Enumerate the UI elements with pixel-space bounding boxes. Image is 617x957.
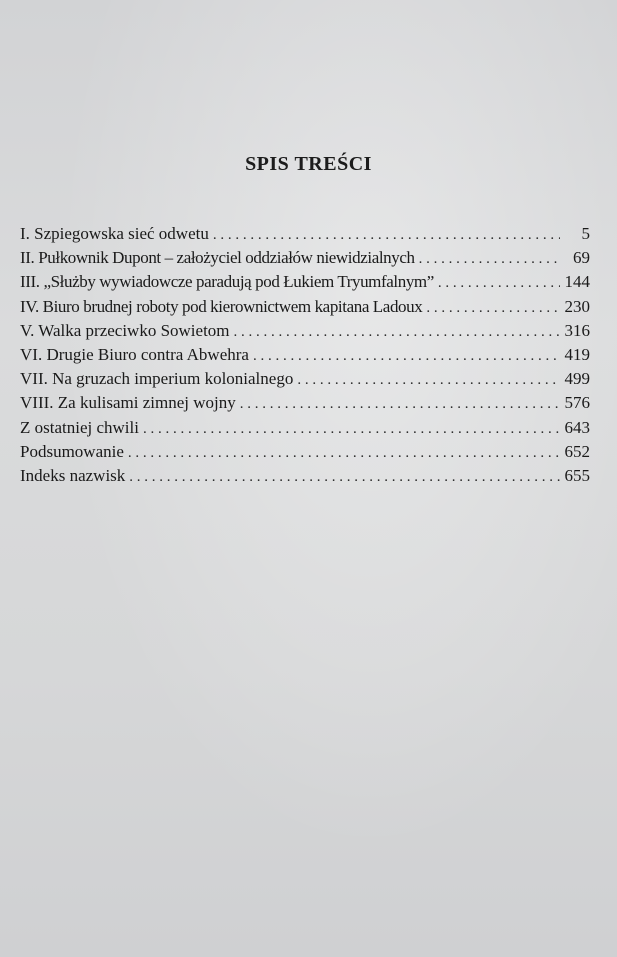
toc-entry [20,295,590,319]
toc-entry-page: 144 [564,272,590,292]
toc-dot-leader [253,344,560,368]
page-title: SPIS TREŚCI [245,153,372,175]
toc-entry-title: I. Szpiegowska sieć odwetu [20,224,209,243]
toc-entry [20,416,590,440]
toc-entry-page: 655 [564,465,590,485]
toc-entry-page: 69 [573,248,590,268]
toc-entry [20,343,590,367]
toc-entry-page: 5 [581,224,590,243]
toc-dot-leader [143,417,560,441]
toc-dot-leader [438,271,560,295]
toc-entry-page: 576 [564,393,590,413]
toc-entry-page: 499 [564,369,590,389]
toc-dot-leader [128,441,560,465]
toc-dot-leader [419,247,560,271]
toc-entry [20,367,590,391]
table-of-contents [20,222,590,488]
toc-entry-title: II. Pułkownik Dupont – założyciel oddziałów niewidzialnych [20,248,415,268]
toc-entry-title: VI. Drugie Biuro contra Abwehra [20,344,249,364]
toc-entry [20,246,590,270]
toc-entry-page: 230 [564,296,590,316]
toc-entry [20,464,590,488]
toc-entry-page: 316 [564,320,590,340]
toc-entry-title: III. „Służby wywiadowcze paradują pod Łukiem Tryumfalnym” [20,272,434,292]
toc-entry-title: Indeks nazwisk [20,465,126,485]
toc-entry [20,222,590,246]
toc-entry [20,391,590,415]
toc-entry [20,319,590,343]
toc-dot-leader [297,368,560,392]
toc-entry-title: V. Walka przeciwko Sowietom [20,320,230,340]
toc-dot-leader [240,392,560,416]
toc-entry-page: 419 [564,344,590,364]
toc-entry [20,440,590,464]
toc-entry [20,270,590,294]
toc-entry-title: VIII. Za kulisami zimnej wojny [20,393,236,413]
toc-entry-page: 652 [564,441,590,461]
toc-dot-leader [213,223,560,247]
toc-entry-title: VII. Na gruzach imperium kolonialnego [20,369,294,389]
toc-entry-title: Z ostatniej chwili [20,417,139,437]
toc-dot-leader [129,465,560,489]
toc-dot-leader [426,296,560,320]
toc-entry-page: 643 [564,417,590,437]
toc-dot-leader [234,320,560,344]
toc-entry-title: Podsumowanie [20,441,124,461]
toc-entry-title: IV. Biuro brudnej roboty pod kierownictwem kapitana Ladoux [20,296,423,316]
